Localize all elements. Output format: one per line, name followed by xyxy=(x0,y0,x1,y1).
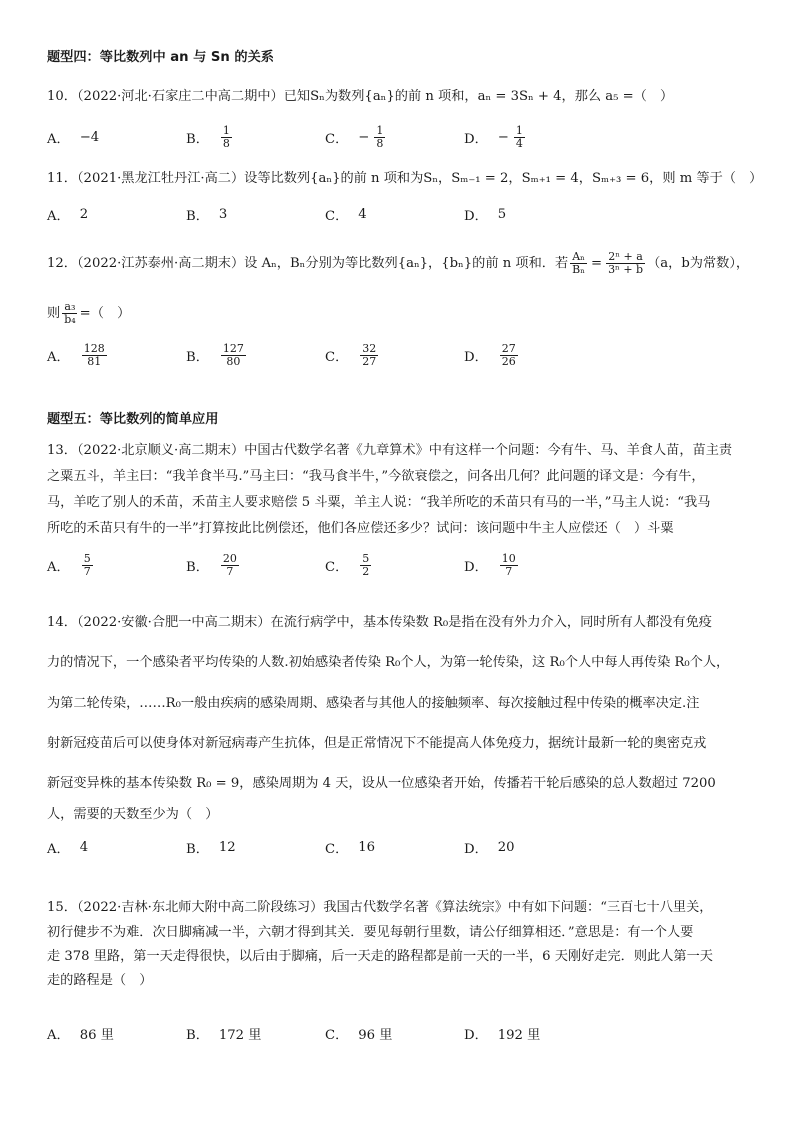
fraction: $\frac{1}{4}$ xyxy=(515,123,523,150)
question-12-stem: 12．（2022·江苏泰州·高二期末）设 Aₙ，Bₙ分别为等比数列{aₙ}，{bₙ}的前 n 项和．若 $\frac{\text{Aₙ}}{\text{Bₙ}}$ = $\frac{\text{2ⁿ + a}}{\text{3ⁿ + b}}$ （a，b为常数）， xyxy=(47,250,750,276)
option-b[interactable]: B． $\frac{20}{7}$ xyxy=(186,551,237,578)
question-15-line4: 走的路程是（ ） xyxy=(47,973,153,988)
option-a[interactable]: A． 86 里 xyxy=(47,1027,114,1043)
option-a[interactable]: A． −4 xyxy=(47,129,100,147)
question-11-options xyxy=(47,201,747,227)
option-b[interactable]: B． 172 里 xyxy=(186,1027,262,1043)
question-15-options xyxy=(47,1020,747,1046)
question-12-stem-line2: 则 $\frac{\text{a₃}}{\text{b₄}}$ =（ ） xyxy=(47,300,131,326)
option-c[interactable]: C． $\frac{32}{27}$ xyxy=(325,341,377,368)
option-c[interactable]: C． 96 里 xyxy=(325,1027,393,1043)
fraction-a-over-b: $\frac{\text{Aₙ}}{\text{Bₙ}}$ xyxy=(572,250,585,276)
question-13-options xyxy=(47,550,747,580)
fraction: $\frac{20}{7}$ xyxy=(222,551,237,578)
question-13-line3: 马，羊吃了别人的禾苗，禾苗主人要求赔偿 5 斗粟，羊主人说：“我羊所吃的禾苗只有马的一半，”马主人说：“我马 xyxy=(47,495,711,510)
question-15-line2: 初行健步不为难．次日脚痛减一半，六朝才得到其关．要见每朝行里数，请公仔细算相还．”意思是：有一个人要 xyxy=(47,925,694,940)
fraction: $\frac{127}{80}$ xyxy=(222,341,244,368)
option-d[interactable]: D． − $\frac{1}{4}$ xyxy=(464,123,523,150)
option-a[interactable]: A． 4 xyxy=(47,839,89,857)
fraction-a3-over-b4: $\frac{\text{a₃}}{\text{b₄}}$ xyxy=(64,300,76,326)
question-15-line3: 走 378 里路，第一天走得很快，以后由于脚痛，后一天走的路程都是前一天的一半，6 天刚好走完．则此人第一天 xyxy=(47,949,713,964)
option-a[interactable]: A． $\frac{5}{7}$ xyxy=(47,551,91,578)
option-b[interactable]: B． 12 xyxy=(186,839,236,857)
question-14-options xyxy=(47,834,747,860)
option-d[interactable]: D． 192 里 xyxy=(464,1027,541,1043)
question-12-options xyxy=(47,340,747,370)
option-b[interactable]: B． $\frac{127}{80}$ xyxy=(186,341,244,368)
fraction: $\frac{32}{27}$ xyxy=(362,341,377,368)
option-d[interactable]: D． $\frac{10}{7}$ xyxy=(464,551,516,578)
question-14-line2: 力的情况下，一个感染者平均传染的人数.初始感染者传染 R₀个人，为第一轮传染，这 R₀个人中每人再传染 R₀个人， xyxy=(47,655,730,670)
question-13-line4: 所吃的禾苗只有牛的一半”打算按此比例偿还，他们各应偿还多少？试问：该问题中牛主人应偿还（ ）斗粟 xyxy=(47,521,674,536)
fraction: $\frac{5}{2}$ xyxy=(362,551,370,578)
question-14-line1: 14．（2022·安徽·合肥一中高二期末）在流行病学中，基本传染数 R₀是指在没有外力介入，同时所有人都没有免疫 xyxy=(47,615,712,630)
option-d[interactable]: D． 20 xyxy=(464,839,515,857)
question-14-line6: 人，需要的天数至少为（ ） xyxy=(47,807,219,822)
fraction: $\frac{128}{81}$ xyxy=(83,341,105,368)
fraction: $\frac{1}{8}$ xyxy=(222,123,230,150)
option-a[interactable]: A． 2 xyxy=(47,206,89,224)
option-a[interactable]: A． $\frac{128}{81}$ xyxy=(47,341,105,368)
option-d[interactable]: D． 5 xyxy=(464,206,507,224)
question-13-line1: 13．（2022·北京顺义·高二期末）中国古代数学名著《九章算术》中有这样一个问题：今有牛、马、羊食人苗，苗主责 xyxy=(47,443,733,458)
section-title-5: 题型五：等比数列的简单应用 xyxy=(47,412,219,427)
section-title-4: 题型四：等比数列中 an 与 Sn 的关系 xyxy=(47,50,274,65)
question-11-stem: 11．（2021·黑龙江牡丹江·高二）设等比数列{aₙ}的前 n 项和为Sₙ，Sₘ₋₁ = 2，Sₘ₊₁ = 4，Sₘ₊₃ = 6，则 m 等于（ ） xyxy=(47,171,763,186)
fraction-ratio-expression: $\frac{\text{2ⁿ + a}}{\text{3ⁿ + b}}$ xyxy=(608,250,644,276)
option-c[interactable]: C． − $\frac{1}{8}$ xyxy=(325,123,384,150)
fraction: $\frac{5}{7}$ xyxy=(83,551,91,578)
fraction: $\frac{10}{7}$ xyxy=(501,551,516,578)
question-14-line5: 新冠变异株的基本传染数 R₀ = 9，感染周期为 4 天，设从一位感染者开始，传播若干轮后感染的总人数超过 7200 xyxy=(47,776,716,791)
option-c[interactable]: C． 16 xyxy=(325,839,376,857)
option-b[interactable]: B． 3 xyxy=(186,206,228,224)
fraction: $\frac{27}{26}$ xyxy=(501,341,516,368)
option-d[interactable]: D． $\frac{27}{26}$ xyxy=(464,341,516,368)
option-c[interactable]: C． $\frac{5}{2}$ xyxy=(325,551,370,578)
fraction: $\frac{1}{8}$ xyxy=(376,123,384,150)
option-b[interactable]: B． $\frac{1}{8}$ xyxy=(186,123,230,150)
question-14-line3: 为第二轮传染，……R₀一般由疾病的感染周期、感染者与其他人的接触频率、每次接触过程中传染的概率决定.注 xyxy=(47,696,700,711)
question-10-stem: 10．（2022·河北·石家庄二中高二期中）已知Sₙ为数列{aₙ}的前 n 项和，aₙ = 3Sₙ + 4，那么 a₅ =（ ） xyxy=(47,89,674,104)
option-c[interactable]: C． 4 xyxy=(325,206,367,224)
question-10-options xyxy=(47,122,747,152)
question-15-line1: 15．（2022·吉林·东北师大附中高二阶段练习）我国古代数学名著《算法统宗》中有如下问题：“三百七十八里关， xyxy=(47,900,713,915)
question-14-line4: 射新冠疫苗后可以使身体对新冠病毒产生抗体，但是正常情况下不能提高人体免疫力，据统计最新一轮的奥密克戎 xyxy=(47,736,707,751)
question-13-line2: 之粟五斗，羊主曰：“我羊食半马.”马主曰：“我马食半牛，”今欲衰偿之，问各出几何？此问题的译文是：今有牛， xyxy=(47,469,705,484)
